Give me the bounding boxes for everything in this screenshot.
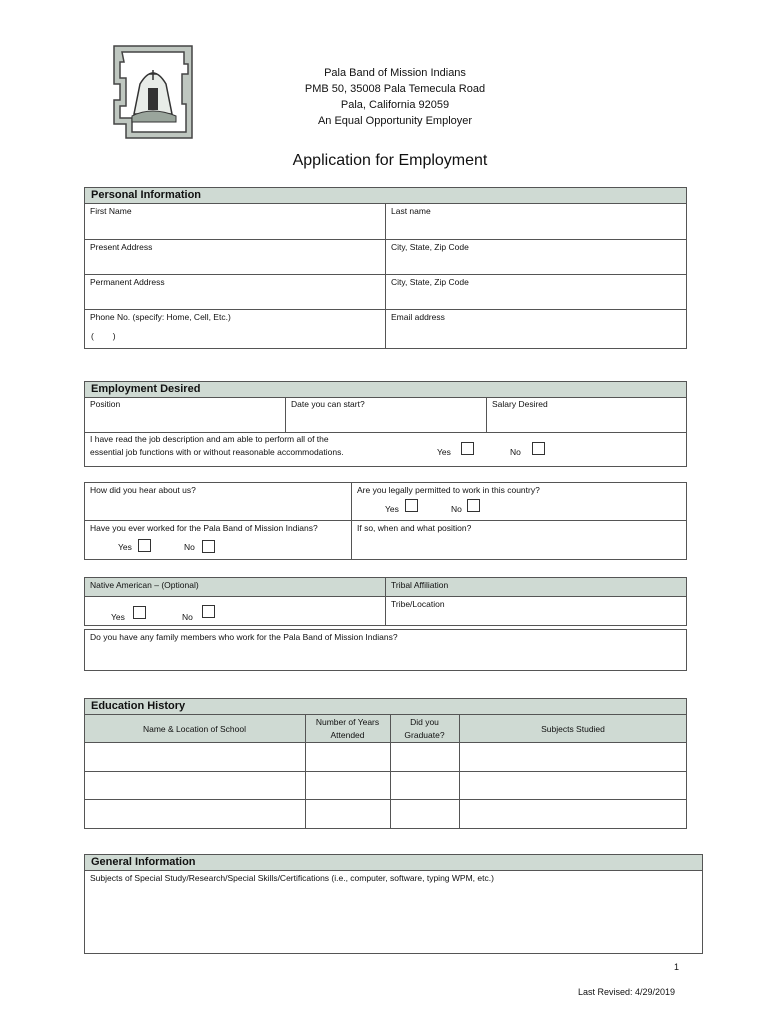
worked-before-yes-checkbox[interactable]	[138, 539, 151, 552]
divider	[84, 274, 687, 275]
col-years-line2: Attended	[330, 730, 365, 740]
worked-before-question: Have you ever worked for the Pala Band of Mission Indians?	[90, 523, 318, 533]
org-name: Pala Band of Mission Indians	[324, 67, 466, 79]
divider	[84, 799, 687, 800]
col-grad-line2: Graduate?	[404, 730, 445, 740]
col-grad-line1: Did you	[410, 717, 439, 727]
native-american-no-checkbox[interactable]	[202, 605, 215, 618]
org-tagline: An Equal Opportunity Employer	[317, 115, 473, 127]
divider	[486, 397, 487, 432]
section-heading-employment: Employment Desired	[84, 381, 687, 398]
native-american-no-label: No	[182, 612, 193, 622]
legally-permitted-question: Are you legally permitted to work in this country?	[357, 485, 540, 495]
form-title: Application for Employment	[292, 152, 488, 169]
job-statement-yes-checkbox[interactable]	[461, 442, 474, 455]
permanent-address-field[interactable]: Permanent Address	[90, 277, 165, 287]
phone-area-code: ( )	[91, 331, 116, 341]
present-address-field[interactable]: Present Address	[90, 242, 153, 252]
divider	[84, 771, 687, 772]
divider	[385, 203, 386, 349]
section-heading-education: Education History	[84, 698, 687, 715]
job-statement-no-checkbox[interactable]	[532, 442, 545, 455]
divider	[84, 309, 687, 310]
special-study-field[interactable]: Subjects of Special Study/Research/Special Skills/Certifications (i.e., computer, software, typing WPM, etc.)	[90, 873, 494, 883]
permanent-city-state-zip-field[interactable]: City, State, Zip Code	[391, 277, 469, 287]
job-statement-line2: essential job functions with or without reasonable accommodations.	[90, 447, 344, 457]
tribe-location-field[interactable]: Tribe/Location	[391, 599, 445, 609]
hear-about-us-field[interactable]: How did you hear about us?	[90, 485, 196, 495]
divider	[385, 577, 386, 626]
salary-field[interactable]: Salary Desired	[492, 399, 548, 409]
divider	[351, 482, 352, 560]
divider	[84, 742, 687, 743]
col-school-header: Name & Location of School	[142, 724, 246, 734]
email-field[interactable]: Email address	[391, 312, 445, 322]
job-statement-no-label: No	[510, 447, 521, 457]
phone-field[interactable]: Phone No. (specify: Home, Cell, Etc.)	[90, 312, 231, 322]
org-address-line2: Pala, California 92059	[340, 99, 450, 111]
org-address-line1: PMB 50, 35008 Pala Temecula Road	[304, 83, 486, 95]
present-city-state-zip-field[interactable]: City, State, Zip Code	[391, 242, 469, 252]
job-statement-yes-label: Yes	[437, 447, 451, 457]
tribal-seal-icon	[112, 44, 194, 140]
last-revised: Last Revised: 4/29/2019	[578, 987, 676, 997]
divider	[285, 397, 286, 432]
divider	[84, 239, 687, 240]
legally-permitted-no-checkbox[interactable]	[467, 499, 480, 512]
position-field[interactable]: Position	[90, 399, 121, 409]
worked-before-no-label: No	[184, 542, 195, 552]
col-graduate-header	[390, 716, 459, 741]
family-members-field[interactable]: Do you have any family members who work for the Pala Band of Mission Indians?	[90, 632, 398, 642]
divider	[84, 432, 687, 433]
native-american-yes-checkbox[interactable]	[133, 606, 146, 619]
native-american-question: Native American – (Optional)	[90, 580, 199, 590]
org-header	[250, 65, 540, 129]
page-number: 1	[674, 962, 680, 972]
legally-permitted-yes-label: Yes	[385, 504, 399, 514]
legally-permitted-yes-checkbox[interactable]	[405, 499, 418, 512]
when-what-position-field[interactable]: If so, when and what position?	[357, 523, 472, 533]
section-heading-general: General Information	[84, 854, 703, 871]
col-years-line1: Number of Years	[315, 717, 380, 727]
start-date-field[interactable]: Date you can start?	[291, 399, 365, 409]
col-years-header	[305, 716, 390, 741]
legally-permitted-no-label: No	[451, 504, 462, 514]
section-heading-personal: Personal Information	[84, 187, 687, 204]
col-subjects-header: Subjects Studied	[541, 724, 605, 734]
tribal-affiliation-label: Tribal Affiliation	[391, 580, 449, 590]
divider	[84, 520, 687, 521]
worked-before-yes-label: Yes	[118, 542, 132, 552]
worked-before-no-checkbox[interactable]	[202, 540, 215, 553]
native-american-yes-label: Yes	[111, 612, 125, 622]
job-statement-line1: I have read the job description and am able to perform all of the	[90, 434, 329, 444]
last-name-field[interactable]: Last name	[391, 206, 431, 216]
first-name-field[interactable]: First Name	[90, 206, 132, 216]
